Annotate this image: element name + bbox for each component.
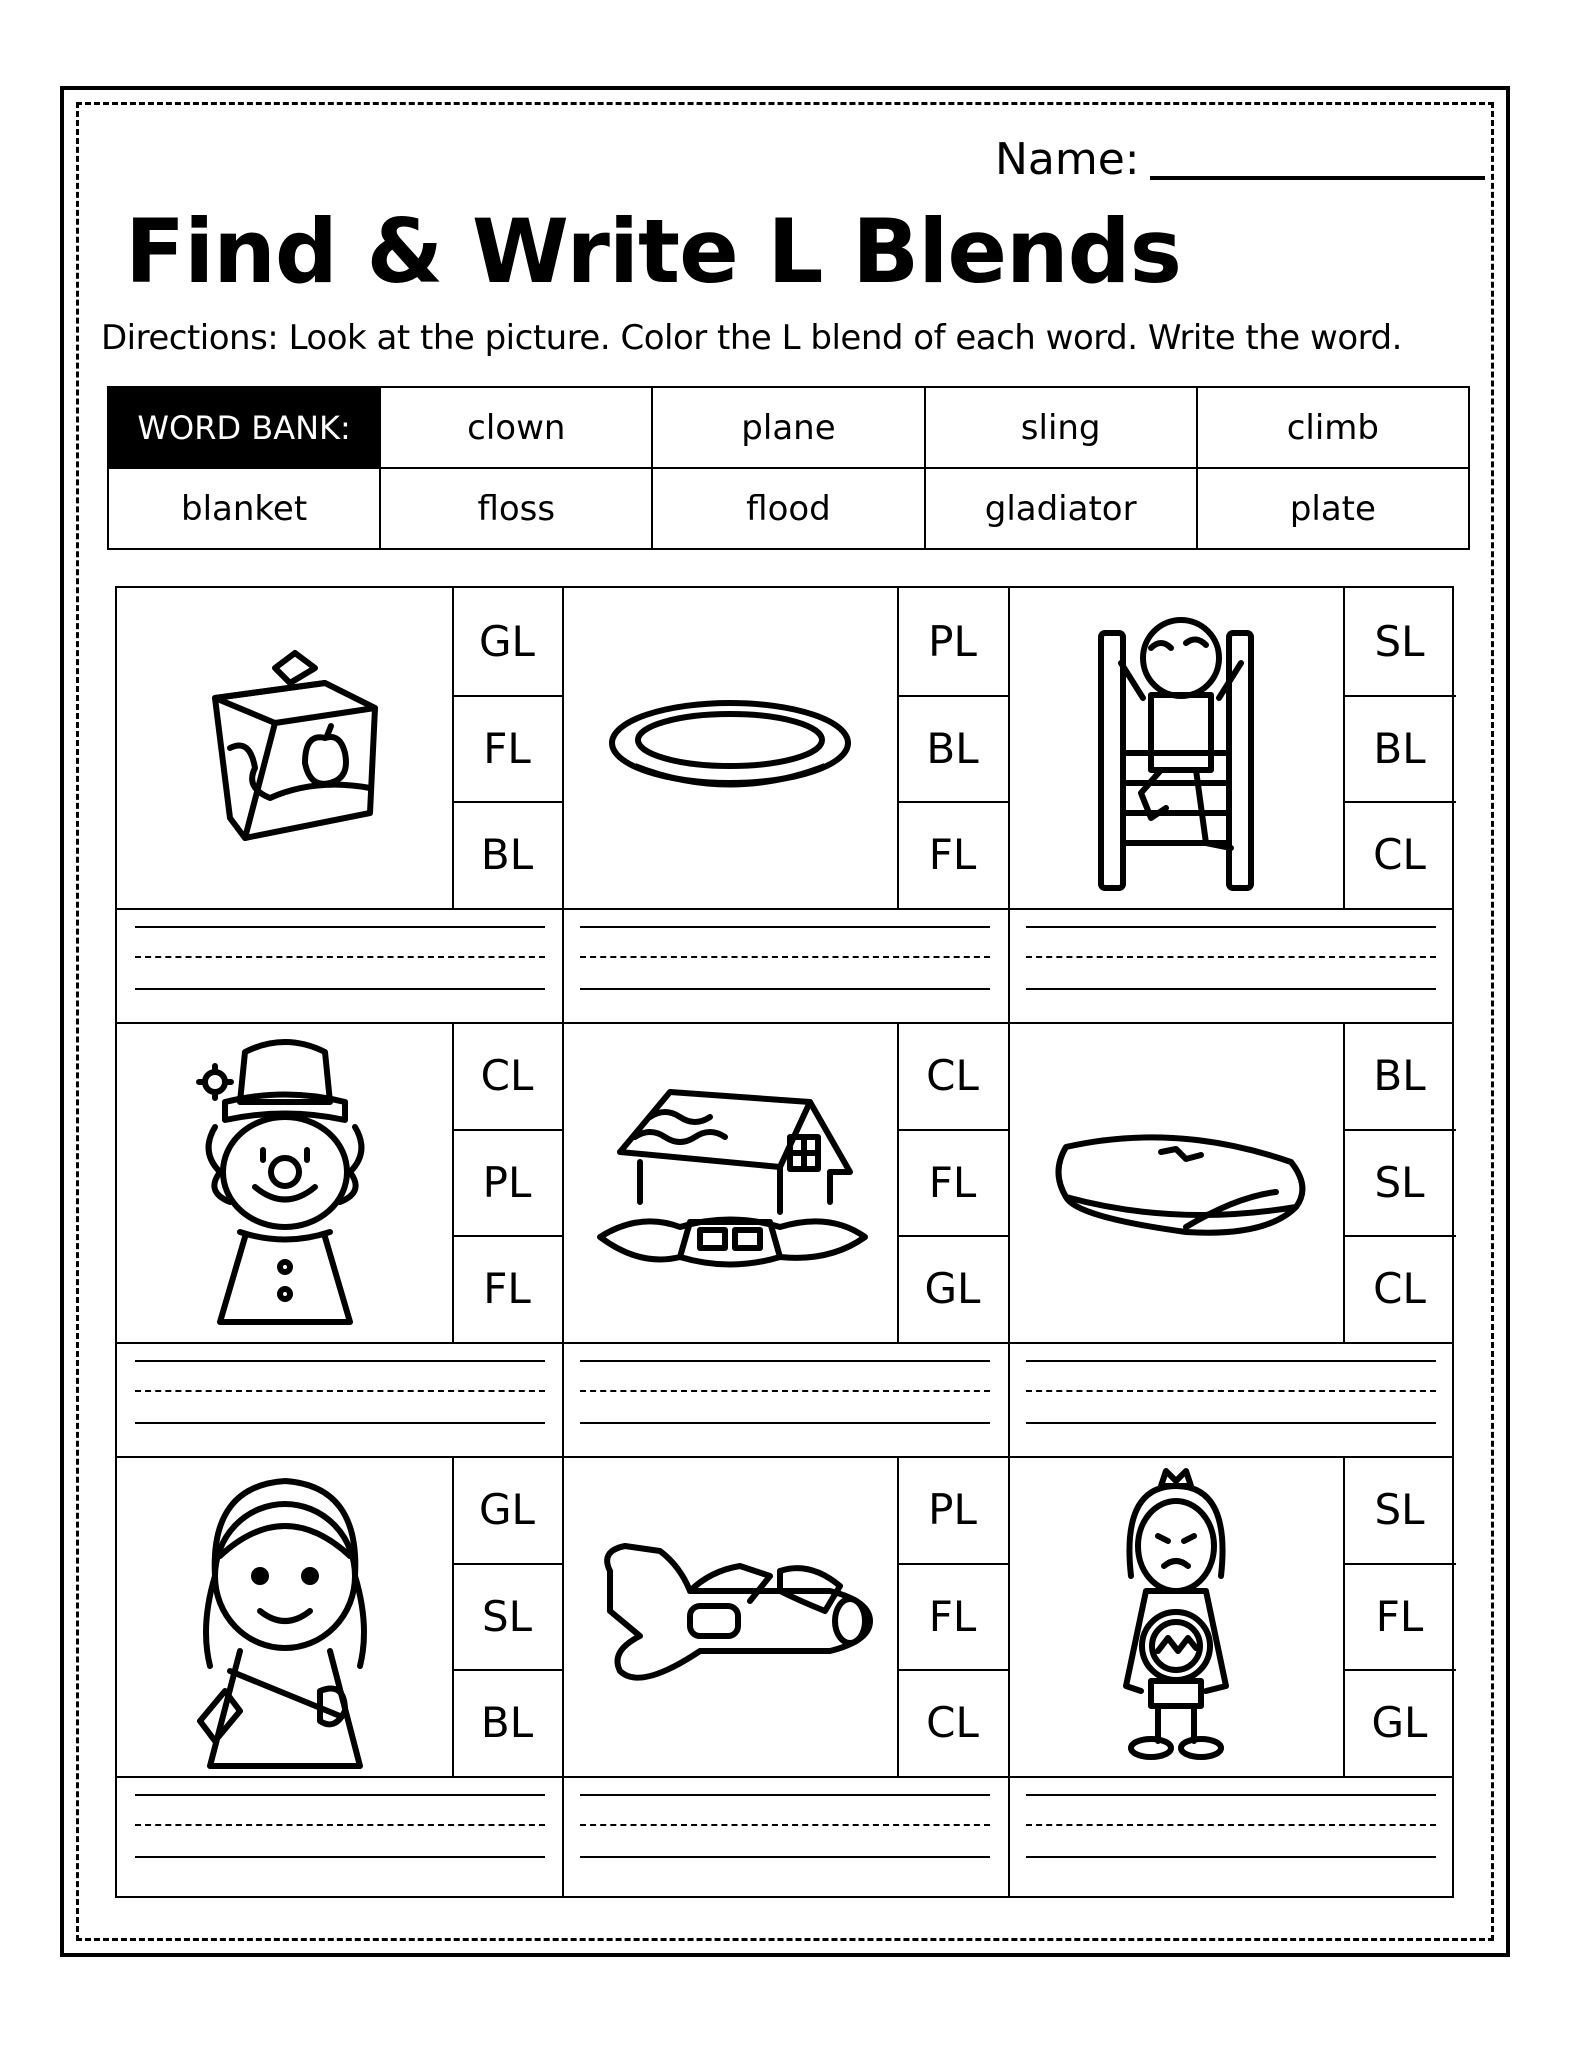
folded-blanket-icon bbox=[1008, 1022, 1343, 1342]
blend-option[interactable]: FL bbox=[928, 1591, 977, 1641]
word-bank-label: WORD BANK: bbox=[108, 387, 380, 468]
grid-line bbox=[117, 908, 1452, 910]
blend-option[interactable]: FL bbox=[928, 830, 977, 879]
blend-option[interactable]: BL bbox=[480, 1698, 534, 1747]
blend-option[interactable]: PL bbox=[482, 1157, 532, 1207]
blend-option[interactable]: CL bbox=[926, 1698, 979, 1747]
blend-option[interactable]: FL bbox=[1375, 1591, 1424, 1641]
girl-with-sling-icon bbox=[117, 1456, 452, 1776]
writing-midline[interactable] bbox=[1026, 1824, 1436, 1826]
boy-climbing-ladder-icon bbox=[1008, 588, 1343, 908]
word-bank-word: gladiator bbox=[925, 468, 1197, 549]
word-bank-word: plane bbox=[652, 387, 924, 468]
blend-option[interactable]: BL bbox=[1373, 723, 1426, 773]
blend-option[interactable]: BL bbox=[926, 723, 979, 773]
writing-line[interactable] bbox=[580, 1794, 990, 1796]
word-bank-word: sling bbox=[925, 387, 1197, 468]
writing-midline[interactable] bbox=[135, 1390, 545, 1392]
blend-option[interactable]: CL bbox=[926, 1051, 979, 1100]
page-title: Find & Write L Blends bbox=[125, 200, 1182, 303]
blend-option[interactable]: BL bbox=[1373, 1051, 1426, 1100]
writing-line[interactable] bbox=[580, 926, 990, 928]
blend-option[interactable]: GL bbox=[1371, 1698, 1428, 1747]
writing-line[interactable] bbox=[1026, 1422, 1436, 1424]
writing-midline[interactable] bbox=[1026, 956, 1436, 958]
blend-option[interactable]: FL bbox=[928, 1157, 977, 1207]
floss-box-icon bbox=[117, 588, 452, 908]
name-input-line[interactable] bbox=[1150, 176, 1485, 180]
gladiator-icon bbox=[1008, 1456, 1343, 1776]
word-bank-word: clown bbox=[380, 387, 652, 468]
writing-line[interactable] bbox=[135, 988, 545, 990]
word-bank bbox=[107, 386, 1470, 550]
name-label: Name: bbox=[995, 134, 1140, 185]
writing-line[interactable] bbox=[135, 1794, 545, 1796]
airplane-icon bbox=[562, 1456, 897, 1776]
writing-line[interactable] bbox=[135, 926, 545, 928]
grid-line bbox=[117, 1776, 1452, 1778]
writing-line[interactable] bbox=[580, 1856, 990, 1858]
clown-icon bbox=[117, 1022, 452, 1342]
writing-line[interactable] bbox=[1026, 926, 1436, 928]
word-bank-word: climb bbox=[1197, 387, 1469, 468]
blend-option[interactable]: SL bbox=[481, 1591, 533, 1641]
blend-option[interactable]: SL bbox=[1374, 617, 1425, 666]
blend-option[interactable]: CL bbox=[480, 1051, 534, 1100]
blend-option[interactable]: BL bbox=[480, 830, 534, 879]
blend-option[interactable]: PL bbox=[928, 1485, 977, 1534]
blend-option[interactable]: GL bbox=[479, 1485, 535, 1534]
flooded-house-icon bbox=[562, 1022, 897, 1342]
writing-line[interactable] bbox=[1026, 1856, 1436, 1858]
directions: Directions: Look at the picture. Color the L blend of each word. Write the word. bbox=[101, 318, 1402, 358]
blend-option[interactable]: CL bbox=[1373, 830, 1426, 879]
grid-line bbox=[117, 1342, 1452, 1344]
writing-midline[interactable] bbox=[580, 1824, 990, 1826]
word-bank-word: flood bbox=[652, 468, 924, 549]
blend-option[interactable]: FL bbox=[483, 723, 531, 773]
writing-line[interactable] bbox=[1026, 1794, 1436, 1796]
word-bank-word: floss bbox=[380, 468, 652, 549]
blend-option[interactable]: GL bbox=[924, 1264, 981, 1313]
blend-option[interactable]: SL bbox=[1374, 1485, 1425, 1534]
writing-line[interactable] bbox=[135, 1360, 545, 1362]
writing-line[interactable] bbox=[1026, 988, 1436, 990]
writing-midline[interactable] bbox=[580, 956, 990, 958]
plate-icon bbox=[562, 588, 897, 908]
name-area bbox=[995, 112, 1485, 185]
word-bank-word: plate bbox=[1197, 468, 1469, 549]
writing-line[interactable] bbox=[580, 1422, 990, 1424]
blend-option[interactable]: GL bbox=[479, 617, 535, 666]
puzzle-grid bbox=[115, 586, 1454, 1898]
writing-line[interactable] bbox=[1026, 1360, 1436, 1362]
writing-midline[interactable] bbox=[135, 1824, 545, 1826]
writing-line[interactable] bbox=[580, 988, 990, 990]
blend-option[interactable]: FL bbox=[483, 1264, 531, 1313]
blend-option[interactable]: PL bbox=[928, 617, 977, 666]
writing-midline[interactable] bbox=[1026, 1390, 1436, 1392]
writing-midline[interactable] bbox=[135, 956, 545, 958]
blend-option[interactable]: SL bbox=[1374, 1157, 1425, 1207]
writing-line[interactable] bbox=[135, 1856, 545, 1858]
blend-option[interactable]: CL bbox=[1373, 1264, 1426, 1313]
writing-line[interactable] bbox=[135, 1422, 545, 1424]
writing-midline[interactable] bbox=[580, 1390, 990, 1392]
word-bank-word: blanket bbox=[108, 468, 380, 549]
writing-line[interactable] bbox=[580, 1360, 990, 1362]
